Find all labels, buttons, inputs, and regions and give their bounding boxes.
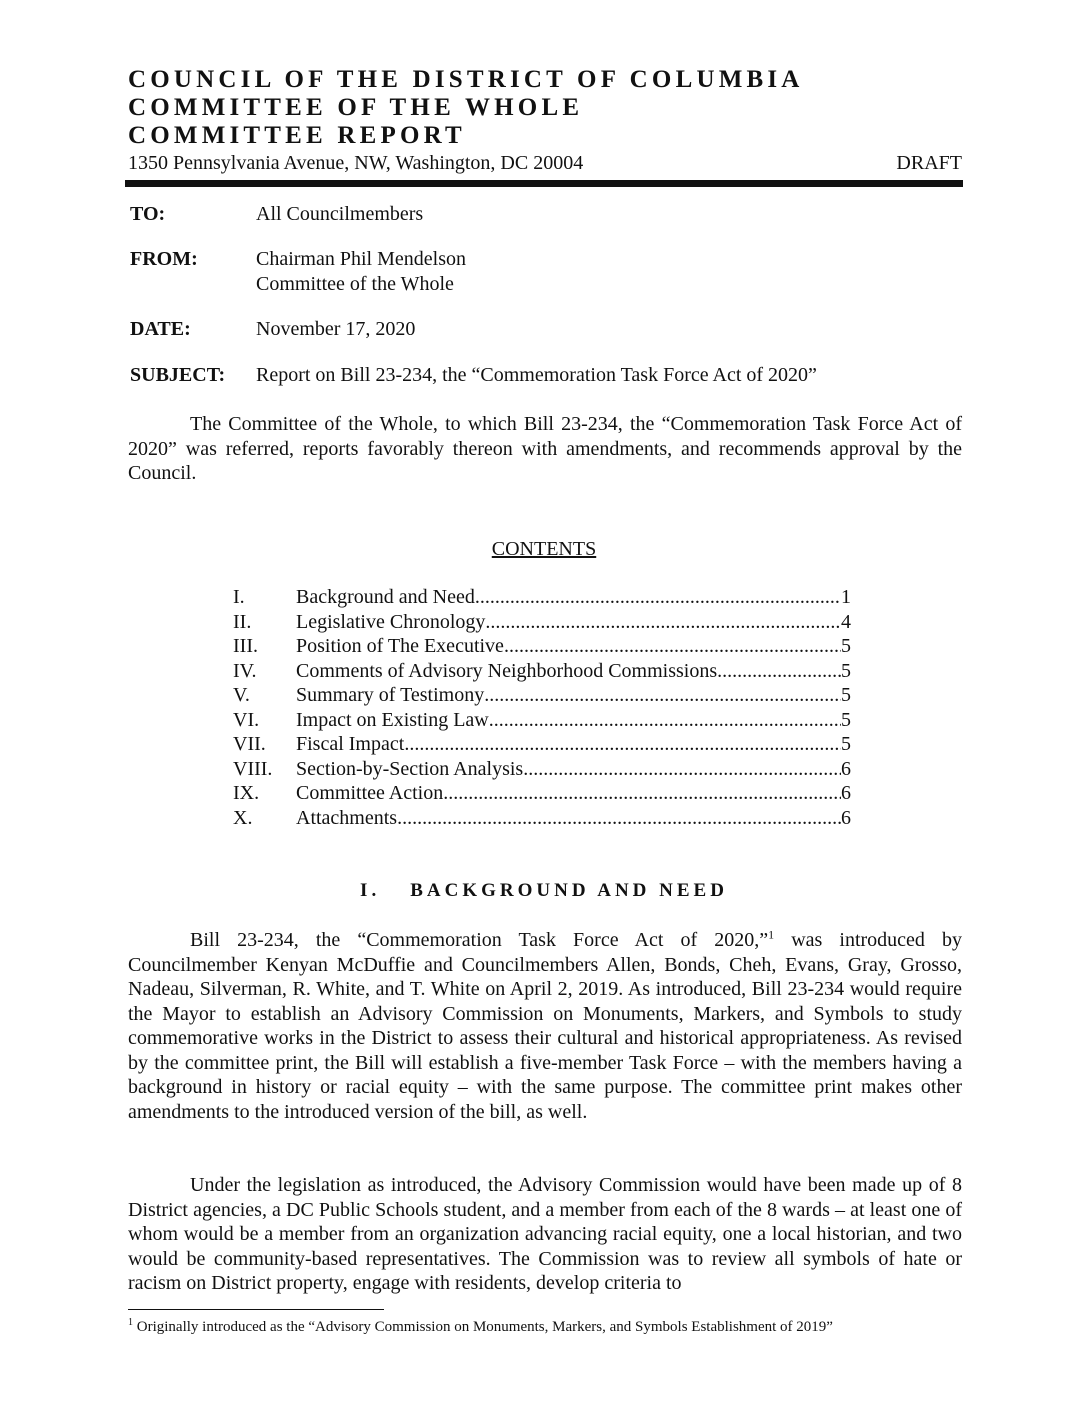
toc-leader-dots — [717, 659, 841, 684]
toc-title: Position of The Executive — [296, 635, 504, 657]
toc-page-number: 5 — [841, 708, 851, 731]
toc-entry[interactable] — [233, 732, 851, 757]
footnote-text: Originally introduced as the “Advisory Commission on Monuments, Markers, and Symbols Establishment of 2019” — [133, 1319, 833, 1335]
toc-entry[interactable] — [233, 781, 851, 806]
toc-title: Impact on Existing Law — [296, 708, 489, 731]
toc-number: I. — [233, 586, 245, 608]
toc-page-number: 6 — [841, 806, 851, 829]
to-value: All Councilmembers — [256, 203, 424, 225]
toc-entry[interactable] — [233, 806, 851, 831]
toc-leader-dots — [504, 634, 841, 659]
toc-number: VIII. — [233, 757, 273, 780]
paragraph-text-start: Bill 23-234, the “Commemoration Task Force Act of 2020,” — [190, 929, 769, 951]
toc-number: IX. — [233, 782, 260, 804]
section-heading — [0, 878, 1088, 904]
toc-number: X. — [233, 806, 253, 829]
toc-page-number: 5 — [841, 684, 851, 706]
section-title: BACKGROUND AND NEED — [410, 880, 728, 901]
header-council: COUNCIL OF THE DISTRICT OF COLUMBIA — [128, 66, 804, 93]
toc-title: Committee Action — [296, 782, 444, 804]
toc-entry[interactable] — [233, 610, 851, 635]
toc-leader-dots — [443, 781, 841, 806]
footnote-reference[interactable]: 1 — [768, 927, 775, 942]
toc-leader-dots — [485, 610, 841, 635]
footnote-separator — [128, 1309, 384, 1310]
toc-title: Comments of Advisory Neighborhood Commissions — [296, 659, 718, 682]
paragraph-text-rest: was introduced by Councilmember Kenyan McDuffie and Councilmembers Allen, Bonds, Cheh, Evans, Gray, Grosso, Nadeau, Silverman, R. White, and T. White on April 2, 2019. As introduced, Bill 23-234 would require the Mayor to establish an Advisory Commission on Monuments, Markers, and Symbols to study commemorative works in the District to assess their cultural and historical appropriateness. As revised by the committee print, the Bill will establish a five-member Task Force – with the members having a background in history or racial equity – with the same purpose. The committee print makes other amendments to the introduced version of the bill, as well. — [128, 929, 962, 1123]
table-of-contents — [233, 585, 851, 830]
toc-title: Section-by-Section Analysis — [296, 757, 524, 780]
header-address-line — [128, 150, 962, 176]
toc-entry[interactable] — [233, 708, 851, 733]
toc-title: Fiscal Impact — [296, 733, 405, 755]
toc-leader-dots — [475, 585, 841, 610]
footnote-number: 1 — [128, 1317, 133, 1328]
address: 1350 Pennsylvania Avenue, NW, Washington, DC 20004 — [128, 152, 584, 174]
toc-title: Background and Need — [296, 586, 475, 608]
from-label: FROM: — [130, 248, 198, 270]
subject-value: Report on Bill 23-234, the “Commemoration Task Force Act of 2020” — [256, 364, 817, 386]
toc-title: Summary of Testimony — [296, 684, 485, 706]
header-report-type: COMMITTEE REPORT — [128, 122, 466, 149]
from-value-committee: Committee of the Whole — [256, 273, 454, 295]
section-number: I. — [360, 880, 381, 901]
toc-number: VII. — [233, 733, 266, 755]
draft-label: DRAFT — [896, 152, 962, 174]
toc-entry[interactable] — [233, 757, 851, 782]
toc-title: Legislative Chronology — [296, 610, 486, 633]
header-rule — [125, 180, 963, 187]
toc-entry[interactable] — [233, 659, 851, 684]
toc-leader-dots — [404, 732, 841, 757]
toc-number: IV. — [233, 659, 257, 682]
contents-title: CONTENTS — [491, 538, 597, 560]
toc-page-number: 5 — [841, 659, 851, 682]
toc-entry[interactable] — [233, 585, 851, 610]
toc-entry[interactable] — [233, 634, 851, 659]
toc-entry[interactable] — [233, 683, 851, 708]
toc-page-number: 5 — [841, 733, 851, 755]
background-paragraph-2: Under the legislation as introduced, the Advisory Commission would have been made up of 8 District agencies, a DC Public Schools student, and a member from each of the 8 wards – at least one of whom would be a member from an organization advancing racial equity, one a local historian, and two would be community-based representatives. The Commission was to review all symbols of hate or racism on District property, engage with residents, develop criteria to — [128, 1174, 962, 1294]
toc-page-number: 6 — [841, 757, 851, 780]
toc-number: II. — [233, 610, 252, 633]
toc-title: Attachments — [296, 806, 398, 829]
intro-paragraph: The Committee of the Whole, to which Bill 23-234, the “Commemoration Task Force Act of 2020” was referred, reports favorably thereon with amendments, and recommends approval by the Council. — [128, 413, 962, 484]
toc-leader-dots — [484, 683, 841, 708]
toc-page-number: 4 — [841, 610, 851, 633]
to-label: TO: — [130, 203, 166, 225]
toc-page-number: 1 — [841, 586, 851, 608]
toc-number: VI. — [233, 708, 260, 731]
footnote — [128, 1317, 833, 1337]
from-value-name: Chairman Phil Mendelson — [256, 248, 466, 270]
subject-label: SUBJECT: — [130, 364, 226, 386]
toc-leader-dots — [489, 708, 841, 733]
header-committee: COMMITTEE OF THE WHOLE — [128, 94, 584, 121]
toc-number: III. — [233, 635, 258, 657]
toc-leader-dots — [397, 806, 841, 831]
date-label: DATE: — [130, 318, 191, 340]
toc-page-number: 6 — [841, 782, 851, 804]
date-value: November 17, 2020 — [256, 318, 416, 340]
toc-page-number: 5 — [841, 635, 851, 657]
background-paragraph-1 — [128, 928, 962, 1124]
toc-leader-dots — [523, 757, 841, 782]
toc-number: V. — [233, 684, 250, 706]
